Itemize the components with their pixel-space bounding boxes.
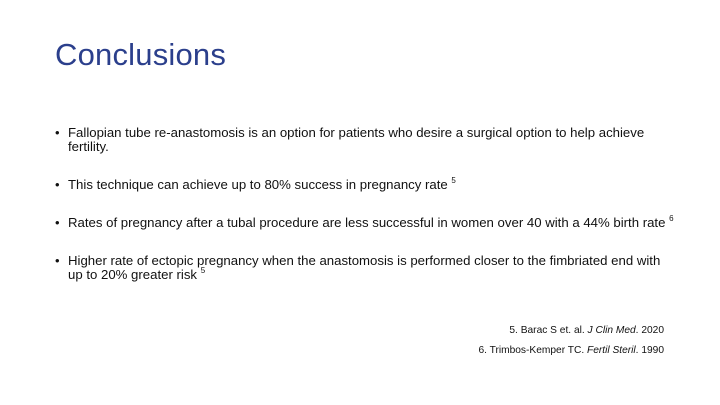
bullet-text: Fallopian tube re-anastomosis is an option for patients who desire a surgical option to help achieve fertility.: [68, 125, 645, 154]
bullet-text: Higher rate of ectopic pregnancy when the anastomosis is performed closer to the fimbriated end with up to 20% greater risk: [68, 253, 661, 282]
reference-item: [478, 341, 664, 361]
citation-superscript: 6: [669, 213, 674, 223]
reference-journal: Fertil Steril: [586, 345, 636, 356]
bullet-text: This technique can achieve up to 80% success in pregnancy rate: [68, 177, 452, 192]
reference-year: . 1990: [635, 345, 664, 356]
bullet-item: [55, 175, 675, 192]
reference-item: [478, 321, 664, 341]
reference-year: . 2020: [635, 325, 664, 336]
citation-superscript: 5: [451, 175, 456, 185]
citation-superscript: 5: [200, 265, 206, 275]
slide-title: Conclusions: [55, 37, 227, 72]
reference-journal: J Clin Med: [587, 325, 636, 336]
bullet-item: [55, 126, 675, 154]
bullet-item: [55, 213, 675, 230]
reference-text: 6. Trimbos-Kemper TC.: [478, 345, 587, 356]
bullet-list: [55, 126, 675, 282]
reference-text: 5. Barac S et. al.: [509, 325, 588, 336]
bullet-text: Rates of pregnancy after a tubal procedure are less successful in women over 40 with a 44% birth rate: [68, 215, 670, 230]
bullet-item: [55, 254, 675, 282]
references: [478, 321, 664, 361]
